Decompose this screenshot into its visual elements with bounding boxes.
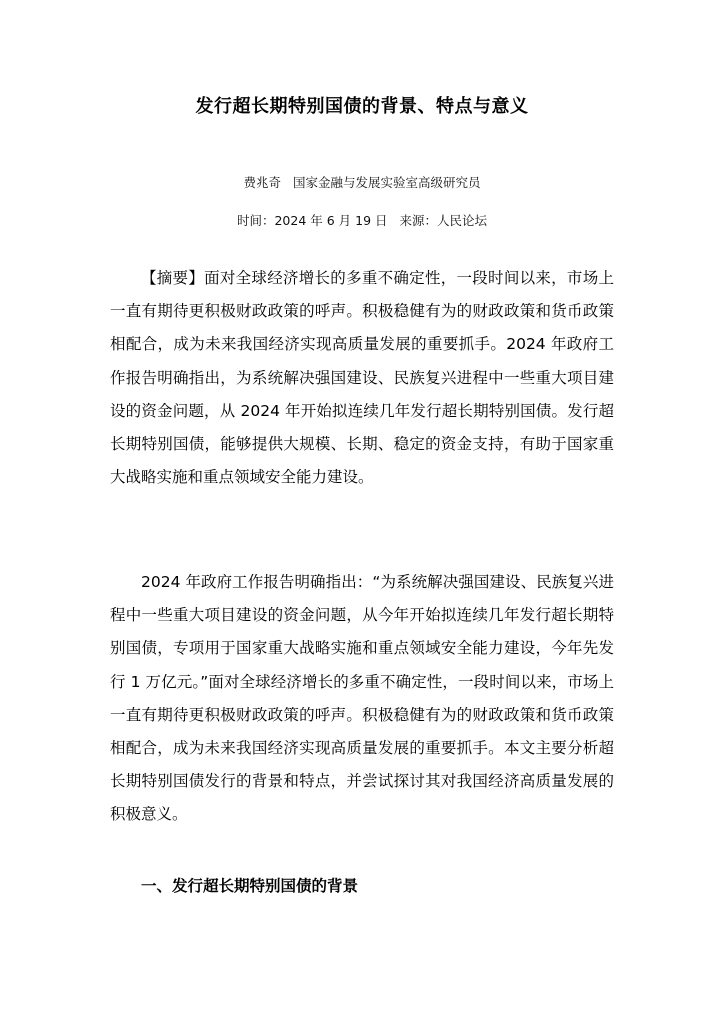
- publication-source: 来源：人民论坛: [399, 213, 488, 228]
- publication-info: [0, 212, 724, 230]
- body-paragraph: 2024 年政府工作报告明确指出：“为系统解决强国建设、民族复兴进程中一些重大项目建设的资金问题，从今年开始拟连续几年发行超长期特别国债，专项用于国家重大战略实施和重点领域安全能力建设，今年先发行 1 万亿元。”面对全球经济增长的多重不确定性，一段时间以来，市场上一直有期待更积极财政政策的呼声。积极稳健有为的财政政策和货币政策相配合，成为未来我国经济实现高质量发展的重要抓手。本文主要分析超长期特别国债发行的背景和特点，并尝试探讨其对我国经济高质量发展的积极意义。: [110, 573, 614, 824]
- abstract-paragraph: 【摘要】面对全球经济增长的多重不确定性，一段时间以来，市场上一直有期待更积极财政政策的呼声。积极稳健有为的财政政策和货币政策相配合，成为未来我国经济实现高质量发展的重要抓手。2024 年政府工作报告明确指出，为系统解决强国建设、民族复兴进程中一些重大项目建设的资金问题，从 2024 年开始拟连续几年发行超长期特别国债。发行超长期特别国债，能够提供大规模、长期、稳定的资金支持，有助于国家重大战略实施和重点领域安全能力建设。: [110, 269, 614, 487]
- author-line: [0, 174, 724, 192]
- author-name: 费兆奇: [243, 175, 281, 190]
- section-heading: 一、发行超长期特别国债的背景: [141, 877, 359, 895]
- article-title: 发行超长期特别国债的背景、特点与意义: [195, 96, 529, 117]
- publication-date: 时间：2024 年 6 月 19 日: [236, 213, 388, 228]
- author-affiliation: 国家金融与发展实验室高级研究员: [293, 175, 481, 190]
